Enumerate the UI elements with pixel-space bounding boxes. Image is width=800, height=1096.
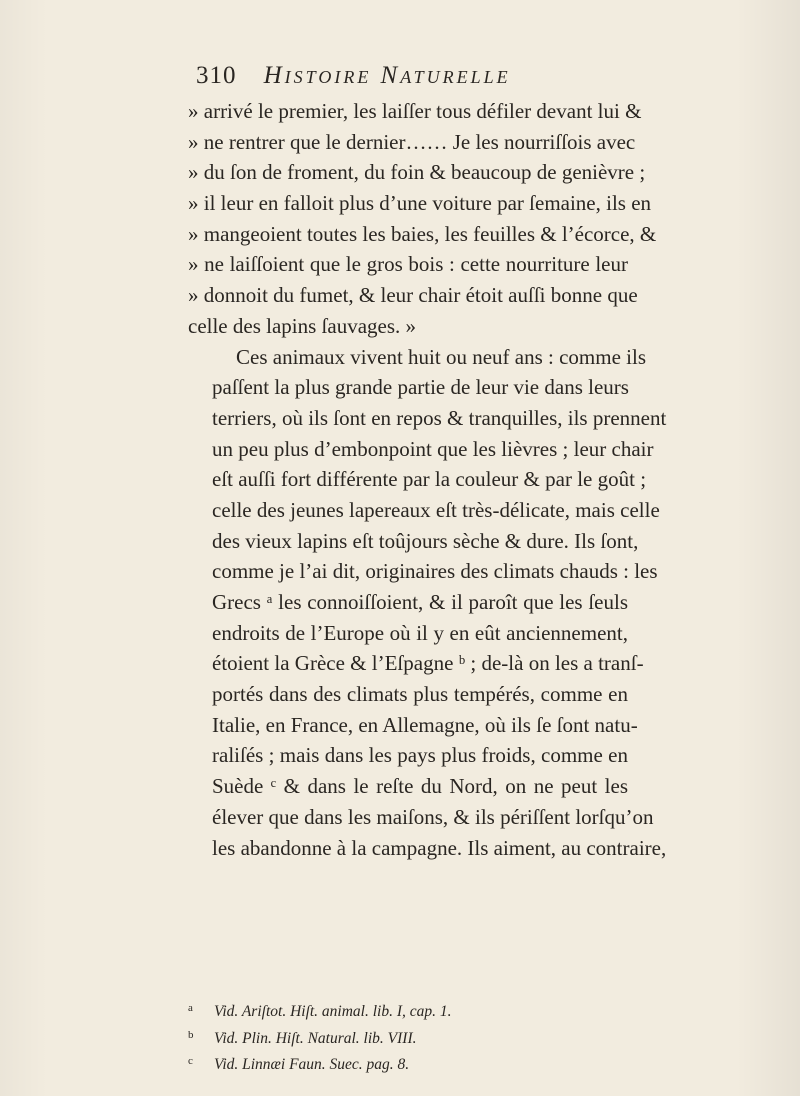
text-line: » donnoit du fumet, & leur chair étoit auſſi bonne que: [188, 283, 638, 308]
footnote-mark: a: [188, 1002, 193, 1014]
text-line: un peu plus d’embonpoint que les lièvres ; leur chair: [212, 436, 654, 461]
page-header: [196, 62, 636, 92]
footnote-text: Vid. Linnæi Faun. Suec. pag. 8.: [214, 1056, 410, 1073]
text-line: » mangeoient toutes les baies, les feuilles & l’écorce, &: [188, 221, 657, 246]
text-line: comme je l’ai dit, originaires des climats chauds : les: [212, 559, 658, 584]
footnote-text: Vid. Ariſtot. Hiſt. animal. lib. I, cap. 1.: [214, 1003, 452, 1020]
text-line: » ne rentrer que le dernier…… Je les nourriſſois avec: [188, 129, 636, 154]
text-line: paſſent la plus grande partie de leur vie dans leurs: [212, 375, 629, 400]
text-line: » ne laiſſoient que le gros bois : cette nourriture leur: [188, 252, 628, 277]
text-line: raliſés ; mais dans les pays plus froids, comme en: [212, 743, 628, 768]
footnote-b: [188, 1024, 628, 1051]
paragraph-start-line: Ces animaux vivent huit ou neuf ans : comme ils: [236, 344, 647, 369]
text-line: endroits de l’Europe où il y en eût anciennement,: [212, 620, 628, 645]
text-line: celle des jeunes lapereaux eſt très-délicate, mais celle: [212, 497, 660, 522]
footnote-c: [188, 1050, 628, 1077]
page-number: 310: [196, 62, 237, 89]
running-title: Histoire Naturelle: [263, 62, 511, 89]
text-line: » du ſon de froment, du foin & beaucoup de genièvre ;: [188, 160, 646, 185]
text-line: portés dans des climats plus tempérés, comme en: [212, 682, 628, 707]
footnote-a: [188, 997, 628, 1024]
text-line: Grecs ᵃ les connoiſſoient, & il paroît que les ſeuls: [212, 590, 628, 614]
text-line: Suède ᶜ & dans le reſte du Nord, on ne peut les: [212, 774, 628, 799]
text-line: élever que dans les maiſons, & ils périſſent lorſqu’on: [212, 804, 654, 829]
text-line: » arrivé le premier, les laiſſer tous défiler devant lui &: [188, 99, 642, 123]
text-line: les abandonne à la campagne. Ils aiment, au contraire,: [212, 835, 667, 860]
text-line: celle des lapins ſauvages. »: [188, 313, 417, 338]
text-line: terriers, où ils ſont en repos & tranquilles, ils prennent: [212, 405, 667, 430]
text-line: » il leur en falloit plus d’une voiture par ſemaine, ils en: [188, 191, 652, 216]
footnote-mark: b: [188, 1028, 194, 1041]
body-text: [188, 96, 667, 863]
text-line: des vieux lapins eſt toûjours sèche & dure. Ils ſont,: [212, 528, 639, 553]
text-line: étoient la Grèce & l’Eſpagne ᵇ ; de-là on les a tranſ-: [212, 651, 644, 676]
text-line: Italie, en France, en Allemagne, où ils ſe ſont natu-: [212, 712, 638, 737]
footnote-mark: c: [188, 1055, 193, 1067]
text-line: eſt auſſi fort différente par la couleur & par le goût ;: [212, 467, 647, 492]
footnotes: [188, 997, 628, 1077]
footnote-text: Vid. Plin. Hiſt. Natural. lib. VIII.: [214, 1029, 417, 1047]
